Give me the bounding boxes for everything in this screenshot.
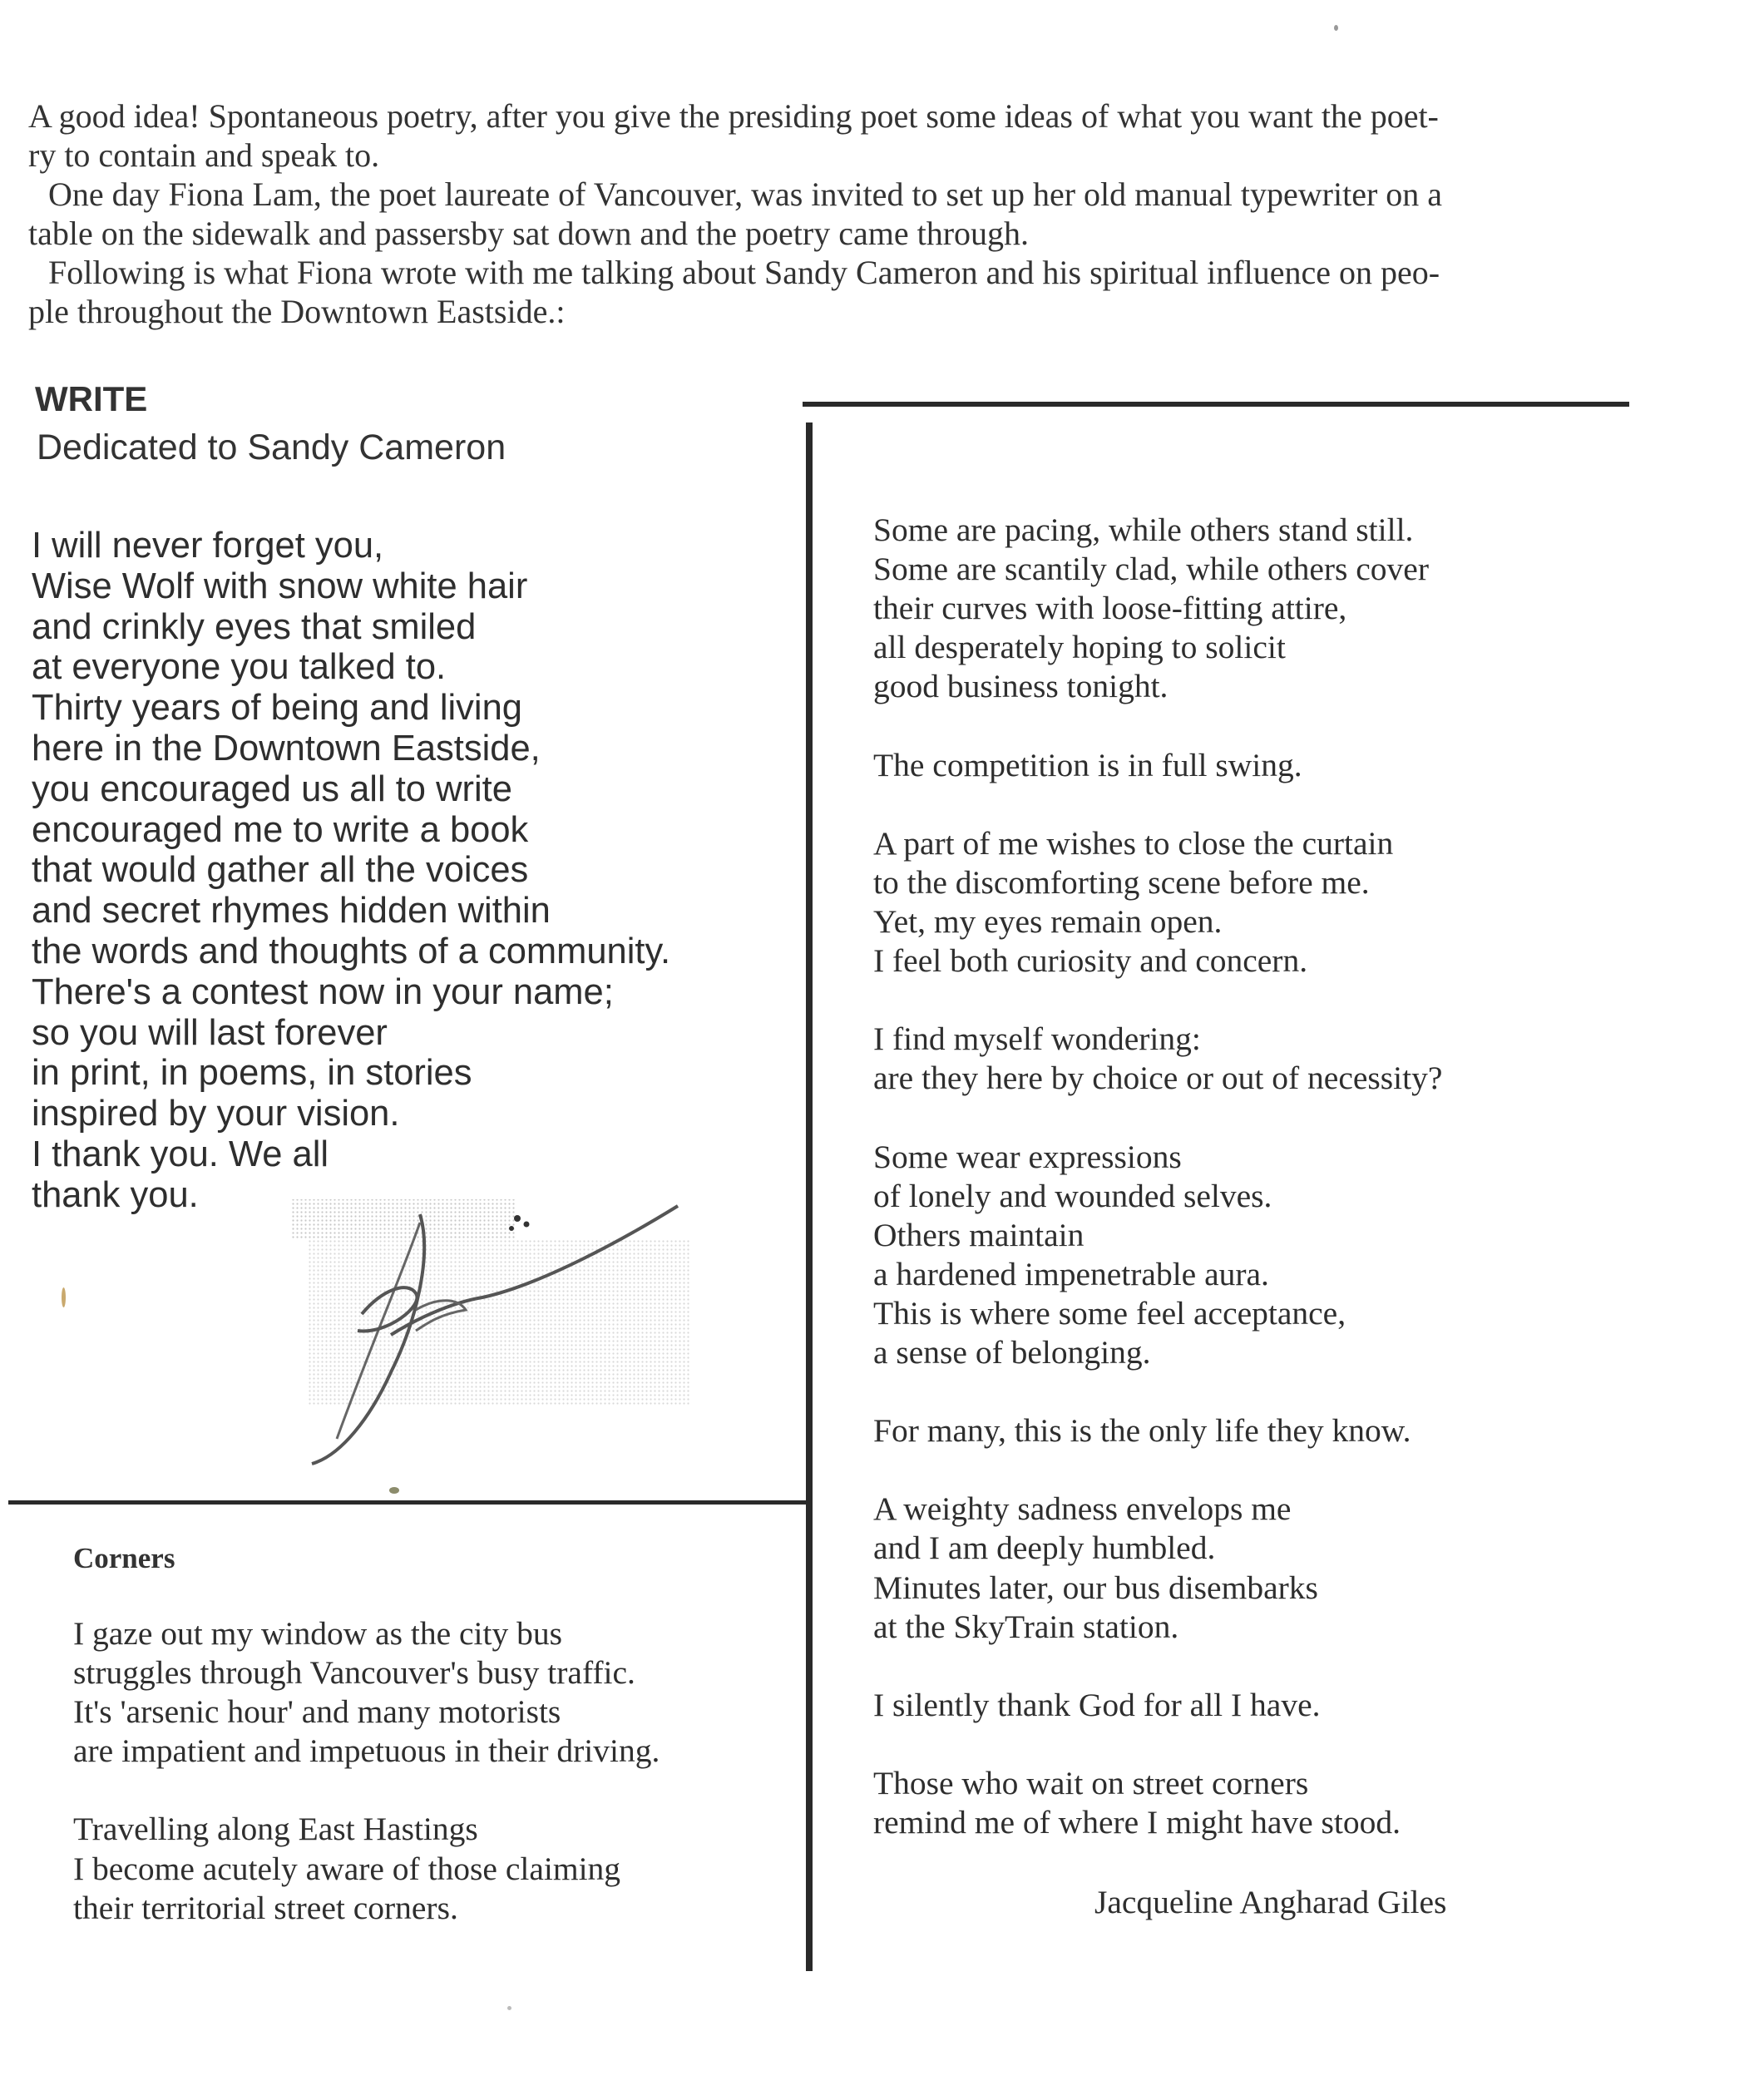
poem-stanza [873, 1686, 1622, 1725]
poem-line: thank you. [32, 1174, 199, 1215]
poem-line: and secret rhymes hidden within [32, 891, 551, 931]
poem-line: Some are scantily clad, while others cover [873, 551, 1429, 588]
poem-line: here in the Downtown Eastside, [32, 728, 541, 768]
poem-line: Some are pacing, while others stand still. [873, 511, 1414, 548]
poem-stanza [873, 1490, 1622, 1646]
write-poem-body [32, 526, 780, 1216]
poem-line: good business tonight. [873, 668, 1169, 705]
poem-line: A part of me wishes to close the curtain [873, 824, 1394, 862]
poem-line: Some wear expressions [873, 1138, 1182, 1175]
poem-line: you encouraged us all to write [32, 768, 512, 809]
poem-stanza [73, 1614, 797, 1771]
poem-stanza [873, 824, 1622, 981]
corners-poem-body [73, 1614, 797, 1967]
poem-line: remind me of where I might have stood. [873, 1804, 1401, 1841]
column-divider [806, 422, 813, 1971]
poem-line: I thank you. We all [32, 1134, 329, 1174]
poem-line: at the SkyTrain station. [873, 1608, 1179, 1645]
poem-line: I gaze out my window as the city bus [73, 1615, 562, 1652]
poem-line: and I am deeply humbled. [873, 1529, 1216, 1567]
poem-line: A weighty sadness envelops me [873, 1490, 1292, 1528]
poem-line: The competition is in full swing. [873, 746, 1302, 783]
signature-image [291, 1189, 690, 1480]
poem-line: I become acutely aware of those claiming [73, 1850, 621, 1887]
poem-line: Others maintain [873, 1216, 1085, 1253]
intro-line: ple throughout the Downtown Eastside.: [28, 293, 566, 330]
poem-stanza [873, 511, 1622, 706]
poem-line: encouraged me to write a book [32, 809, 529, 850]
poem-line: There's a contest now in your name; [32, 971, 614, 1012]
poem-line: inspired by your vision. [32, 1094, 400, 1134]
poem-line: all desperately hoping to solicit [873, 629, 1286, 666]
poem-line: I silently thank God for all I have. [873, 1686, 1321, 1723]
corners-poem-continuation [873, 511, 1622, 1881]
poem-line: and crinkly eyes that smiled [32, 606, 477, 647]
poem-line: For many, this is the only life they know. [873, 1412, 1411, 1450]
intro-line: table on the sidewalk and passersby sat down and the poetry came through. [28, 215, 1030, 252]
poem-line: I will never forget you, [32, 526, 384, 566]
intro-line: A good idea! Spontaneous poetry, after you give the presiding poet some ideas of what you want the poet- [28, 97, 1439, 135]
poem-stanza [873, 746, 1622, 785]
write-poem-title: WRITE [35, 379, 148, 418]
poem-line: Wise Wolf with snow white hair [32, 566, 528, 606]
write-poem-dedication: Dedicated to Sandy Cameron [37, 427, 506, 467]
poem-line: are they here by choice or out of necessity? [873, 1060, 1443, 1097]
poem-line: so you will last forever [32, 1012, 388, 1053]
poem-line: Minutes later, our bus disembarks [873, 1569, 1318, 1606]
poem-line: I find myself wondering: [873, 1020, 1201, 1058]
poem-line: a hardened impenetrable aura. [873, 1255, 1269, 1292]
poem-line: to the discomforting scene before me. [873, 863, 1370, 901]
poem-line: Yet, my eyes remain open. [873, 902, 1223, 940]
intro-line: Following is what Fiona wrote with me talking about Sandy Cameron and his spiritual influence on peo- [48, 254, 1440, 291]
poem-line: are impatient and impetuous in their driving. [73, 1732, 660, 1770]
poem-line: of lonely and wounded selves. [873, 1177, 1272, 1214]
poem-line: their territorial street corners. [73, 1889, 458, 1926]
poem-stanza [873, 1411, 1622, 1450]
poem-line: in print, in poems, in stories [32, 1053, 472, 1094]
poem-line: that would gather all the voices [32, 850, 529, 891]
poem-line: Those who wait on street corners [873, 1765, 1309, 1801]
intro-line: One day Fiona Lam, the poet laureate of Vancouver, was invited to set up her old manual typewriter on a [48, 175, 1443, 213]
author-name: Jacqueline Angharad Giles [1094, 1884, 1447, 1920]
poem-stanza [873, 1020, 1622, 1098]
poem-line: their curves with loose-fitting attire, [873, 590, 1347, 627]
scan-speck [62, 1287, 66, 1307]
poem-line: the words and thoughts of a community. [32, 931, 671, 971]
poem-stanza [73, 1810, 797, 1927]
intro-paragraph [28, 96, 1608, 331]
poem-stanza [873, 1138, 1622, 1373]
scan-speck [389, 1487, 399, 1494]
poem-line: It's 'arsenic hour' and many motorists [73, 1693, 561, 1731]
poem-line: a sense of belonging. [873, 1333, 1151, 1371]
intro-line: ry to contain and speak to. [28, 136, 380, 174]
poem-line: Travelling along East Hastings [73, 1811, 478, 1848]
left-section-divider [8, 1500, 810, 1505]
poem-line: I feel both curiosity and concern. [873, 942, 1308, 980]
poem-line: struggles through Vancouver's busy traffic. [73, 1654, 635, 1692]
poem-stanza [873, 1764, 1622, 1842]
top-right-divider [803, 402, 1629, 407]
scan-speck [1334, 25, 1338, 31]
poem-line: Thirty years of being and living [32, 688, 522, 729]
poem-line: This is where some feel acceptance, [873, 1294, 1346, 1332]
corners-poem-title: Corners [73, 1542, 175, 1574]
scan-speck [507, 2006, 511, 2010]
poem-line: at everyone you talked to. [32, 647, 447, 688]
